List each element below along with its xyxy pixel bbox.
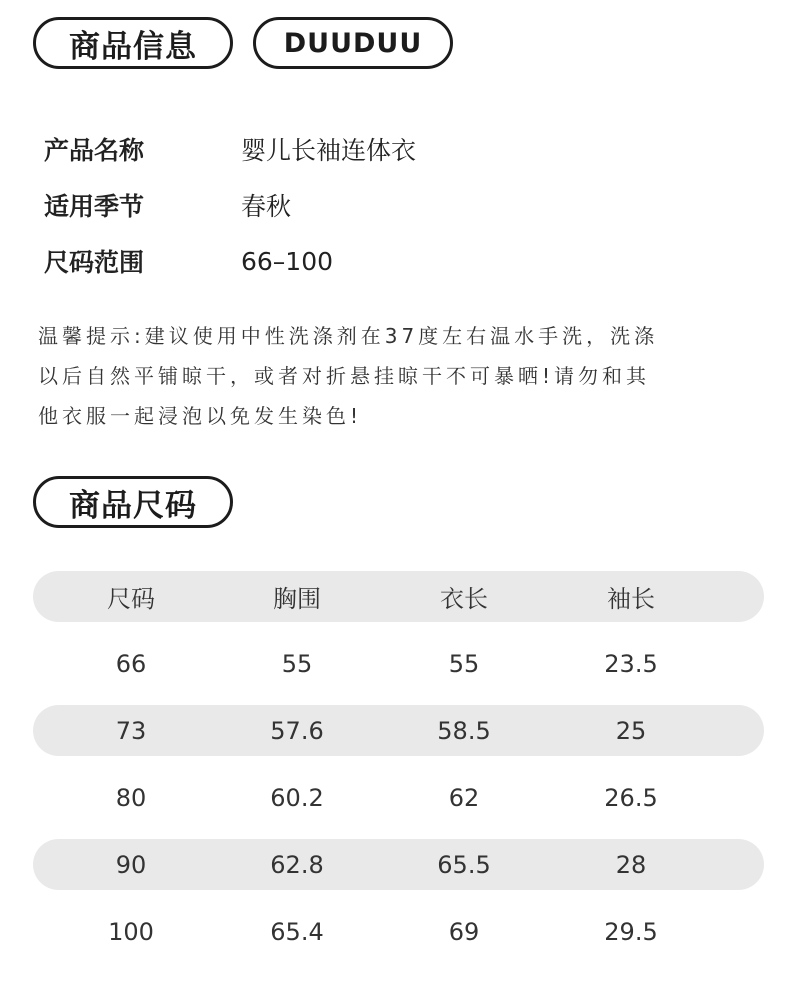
table-row: [33, 705, 764, 756]
table-cell: 62: [448, 783, 480, 812]
product-size-heading: [33, 476, 233, 528]
care-notes-line: 他衣服一起浸泡以免发生染色!: [38, 404, 363, 428]
table-cell: 26.5: [604, 783, 658, 812]
table-cell: 57.6: [270, 716, 324, 745]
table-cell: 69: [448, 917, 480, 946]
table-row: [33, 906, 764, 957]
table-cell: 73: [115, 716, 147, 745]
care-notes-line: 温馨提示:建议使用中性洗涤剂在37度左右温水手洗，洗涤: [38, 324, 659, 348]
table-cell: 55: [448, 649, 480, 678]
info-label: 产品名称: [44, 136, 145, 165]
column-header-length: 衣长: [440, 585, 488, 613]
info-label: 适用季节: [44, 192, 145, 221]
table-cell: 55: [281, 649, 313, 678]
info-row-product-name: [44, 132, 416, 166]
info-row-season: [44, 188, 291, 222]
table-cell: 90: [115, 850, 147, 879]
info-value: 婴儿长袖连体衣: [241, 136, 417, 165]
table-cell: 58.5: [437, 716, 491, 745]
table-row: [33, 638, 764, 689]
table-cell: 100: [108, 917, 154, 946]
product-info-heading-text: 商品信息: [69, 28, 197, 65]
table-cell: 29.5: [604, 917, 658, 946]
table-cell: 66: [115, 649, 147, 678]
table-cell: 25: [615, 716, 647, 745]
table-row: [33, 772, 764, 823]
table-cell: 60.2: [270, 783, 324, 812]
column-header-size: 尺码: [107, 585, 155, 613]
table-cell: 80: [115, 783, 147, 812]
table-row: [33, 839, 764, 890]
info-label: 尺码范围: [44, 248, 145, 277]
column-header-chest: 胸围: [273, 585, 321, 613]
care-notes: [38, 316, 758, 436]
column-header-sleeve: 袖长: [607, 585, 655, 613]
info-row-size-range: [44, 244, 333, 278]
table-cell: 28: [615, 850, 647, 879]
info-value: 春秋: [241, 192, 292, 221]
info-value: 66–100: [241, 246, 334, 276]
care-notes-line: 以后自然平铺晾干，或者对折悬挂晾干不可暴晒!请勿和其: [38, 364, 651, 388]
brand-logo-text: DUUDUU: [283, 27, 423, 59]
product-size-heading-text: 商品尺码: [69, 487, 197, 524]
brand-logo: [253, 17, 453, 69]
table-cell: 65.5: [437, 850, 491, 879]
product-info-heading: [33, 17, 233, 69]
size-table: [33, 571, 764, 973]
table-cell: 23.5: [604, 649, 658, 678]
size-table-header: [33, 571, 764, 622]
table-cell: 62.8: [270, 850, 324, 879]
table-cell: 65.4: [270, 917, 324, 946]
